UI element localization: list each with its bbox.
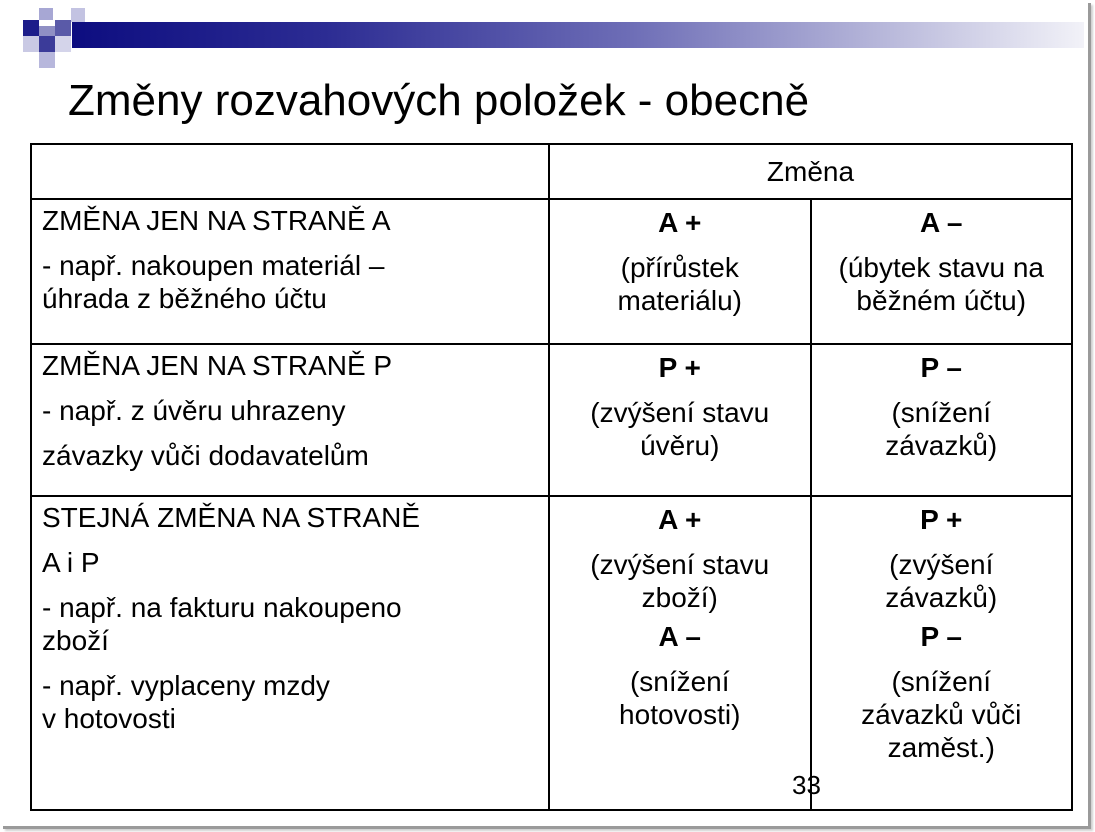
change-desc: (zvýšení (889, 549, 994, 580)
change-label: A – (658, 621, 702, 652)
change-desc: zboží) (641, 582, 718, 613)
change-desc: (přírůstek (620, 252, 739, 283)
decor-square (23, 36, 39, 52)
row-text: v hotovosti (42, 703, 176, 734)
change-cell (811, 496, 1073, 810)
row-description (31, 199, 549, 344)
row-text: A i P (42, 547, 100, 578)
row-text: - např. na fakturu nakoupeno (42, 592, 402, 623)
change-label: P – (920, 621, 963, 652)
decor-square (55, 36, 71, 52)
title-gradient-bar (72, 22, 1084, 48)
decor-square (39, 36, 55, 52)
change-desc: běžném účtu) (856, 285, 1027, 316)
row-text: ZMĚNA JEN NA STRANĚ P (42, 350, 393, 381)
decor-square (55, 20, 71, 36)
table-row (31, 496, 1072, 810)
table-row (31, 344, 1072, 496)
change-label: P + (658, 352, 701, 383)
page-number: 33 (792, 770, 821, 800)
change-cell (549, 496, 811, 810)
balance-changes-table (30, 143, 1073, 811)
row-text: zboží (42, 625, 109, 656)
change-cell (549, 344, 811, 496)
row-text: ZMĚNA JEN NA STRANĚ A (42, 205, 391, 236)
change-desc: úvěru) (640, 430, 720, 461)
table-header-row (31, 144, 1072, 199)
decor-square (71, 8, 85, 22)
change-desc: (snížení (629, 666, 730, 697)
row-text: závazky vůči dodavatelům (42, 440, 369, 471)
change-label: A + (658, 504, 702, 535)
row-description (31, 344, 549, 496)
change-cell (811, 344, 1073, 496)
change-cell (549, 199, 811, 344)
change-label: P + (920, 504, 963, 535)
change-desc: (snížení (891, 397, 992, 428)
change-desc: závazků vůči (861, 699, 1022, 730)
change-desc: závazků) (885, 582, 998, 613)
table-row (31, 199, 1072, 344)
change-label: P – (920, 352, 963, 383)
change-cell (811, 199, 1073, 344)
decor-square (39, 52, 55, 68)
row-description (31, 496, 549, 810)
header-zmena-cell (549, 144, 1072, 199)
change-desc: zaměst.) (887, 732, 995, 763)
row-text: - např. nakoupen materiál – (42, 250, 385, 281)
change-desc: (zvýšení stavu (590, 397, 770, 428)
change-label: A – (919, 207, 963, 238)
row-text: STEJNÁ ZMĚNA NA STRANĚ (42, 502, 421, 533)
row-text: úhrada z běžného účtu (42, 283, 327, 314)
change-desc: (úbytek stavu na (838, 252, 1044, 283)
change-desc: závazků) (885, 430, 998, 461)
change-desc: hotovosti) (619, 699, 741, 730)
decor-square (39, 8, 53, 20)
row-text: - např. vyplaceny mzdy (42, 670, 330, 701)
change-desc: materiálu) (617, 285, 742, 316)
change-desc: (zvýšení stavu (590, 549, 770, 580)
slide-title: Změny rozvahových položek - obecně (68, 76, 810, 125)
header-zmena: Změna (766, 155, 855, 187)
row-text: - např. z úvěru uhrazeny (42, 395, 346, 426)
change-desc: (snížení (891, 666, 992, 697)
decor-square (23, 20, 39, 36)
change-label: A + (658, 207, 702, 238)
header-empty-cell (31, 144, 549, 199)
